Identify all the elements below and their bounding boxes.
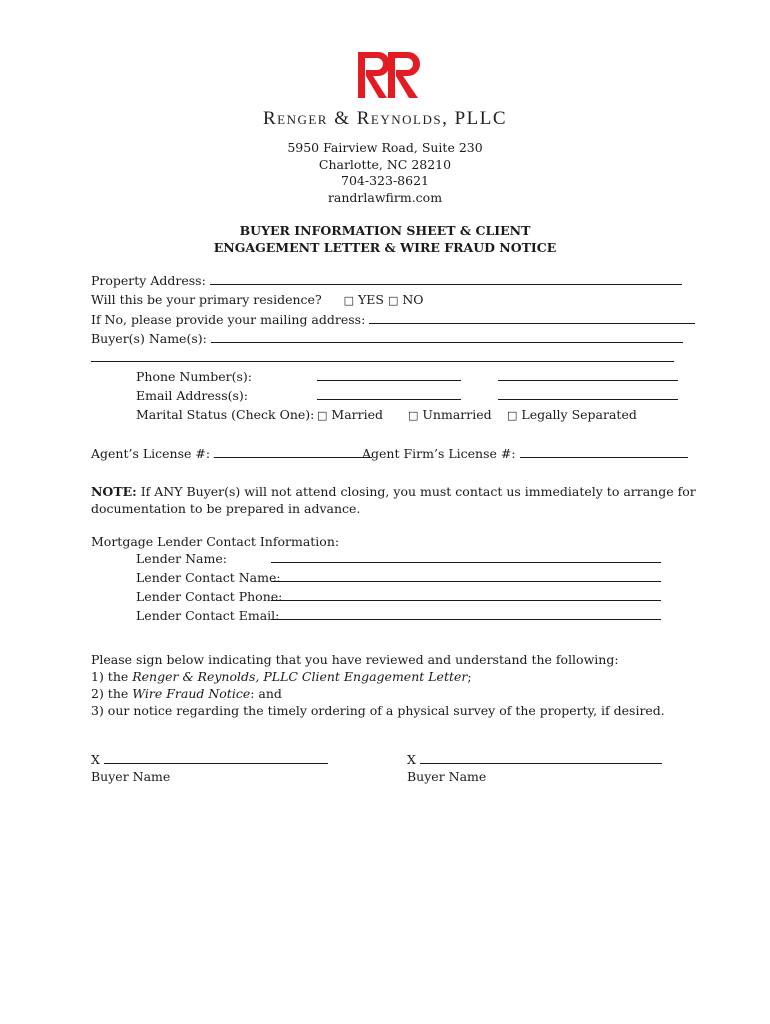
- lender-heading: Mortgage Lender Contact Information:: [91, 534, 340, 549]
- lender-contact-name-label: Lender Contact Name:: [136, 570, 281, 585]
- item1-title: Renger & Reynolds, PLLC Client Engagement Letter: [132, 669, 468, 684]
- legally-separated-checkbox[interactable]: □: [507, 409, 518, 422]
- signature-2-mark: X: [407, 752, 416, 767]
- lender-contact-email-field[interactable]: [271, 608, 661, 620]
- buyer-names-row: [91, 331, 683, 347]
- note-line2: documentation to be prepared in advance.: [91, 501, 361, 516]
- legally-separated-label: Legally Separated: [521, 407, 637, 422]
- agent-license-row: [91, 446, 372, 462]
- address-line2: Charlotte, NC 28210: [318, 156, 452, 172]
- unmarried-label: Unmarried: [422, 407, 492, 422]
- signature-2-field[interactable]: [420, 752, 662, 764]
- mailing-address-label: If No, please provide your mailing address:: [91, 312, 366, 327]
- acknowledge-item3: 3) our notice regarding the timely ordering of a physical survey of the property, if desired.: [91, 703, 665, 718]
- item2-title: Wire Fraud Notice: [132, 686, 251, 701]
- signature-1-label: Buyer Name: [91, 769, 171, 784]
- title-line1: BUYER INFORMATION SHEET & CLIENT: [239, 223, 531, 238]
- property-address-field[interactable]: [210, 273, 682, 285]
- lender-name-field[interactable]: [271, 551, 661, 563]
- acknowledge-item1: [91, 669, 472, 685]
- email-field-2[interactable]: [498, 388, 678, 400]
- primary-residence-row: [91, 292, 424, 309]
- agent-license-label: Agent’s License #:: [91, 446, 211, 461]
- agent-firm-license-row: [362, 446, 688, 462]
- yes-label: YES: [358, 292, 384, 307]
- lender-contact-phone-field[interactable]: [271, 589, 661, 601]
- note-label: NOTE:: [91, 484, 137, 499]
- firm-phone: 704-323-8621: [341, 173, 429, 189]
- no-checkbox[interactable]: □: [387, 294, 399, 307]
- item1-suffix: ;: [467, 669, 472, 684]
- lender-contact-phone-label: Lender Contact Phone:: [136, 589, 283, 604]
- married-option: [317, 407, 383, 424]
- signature-1-mark: X: [91, 752, 100, 767]
- married-label: Married: [331, 407, 383, 422]
- buyer-names-field-2[interactable]: [91, 350, 674, 362]
- signature-2-row: [407, 752, 662, 768]
- acknowledge-intro: Please sign below indicating that you have reviewed and understand the following:: [91, 652, 619, 667]
- firm-name: Renger & Reynolds, PLLC: [262, 108, 508, 129]
- mailing-address-row: [91, 312, 695, 328]
- note-text1: If ANY Buyer(s) will not attend closing, you must contact us immediately to arrange for: [136, 484, 696, 499]
- primary-residence-label: Will this be your primary residence?: [91, 292, 322, 307]
- firm-address: [0, 140, 770, 207]
- marital-status-label: Marital Status (Check One):: [136, 407, 315, 422]
- signature-1-row: [91, 752, 328, 768]
- phone-field-2[interactable]: [498, 369, 678, 381]
- agent-firm-license-field[interactable]: [520, 446, 688, 458]
- firm-website: randrlawfirm.com: [327, 190, 443, 206]
- lender-contact-name-field[interactable]: [271, 570, 661, 582]
- property-address-label: Property Address:: [91, 273, 206, 288]
- mailing-address-field[interactable]: [369, 312, 695, 324]
- item2-prefix: 2) the: [91, 686, 133, 701]
- phone-label: Phone Number(s):: [136, 369, 253, 384]
- buyer-names-label: Buyer(s) Name(s):: [91, 331, 207, 346]
- email-label: Email Address(s):: [136, 388, 249, 403]
- no-label: NO: [402, 292, 424, 307]
- married-checkbox[interactable]: □: [317, 409, 328, 422]
- note-line1: [91, 484, 696, 500]
- property-address-row: [91, 273, 682, 289]
- unmarried-checkbox[interactable]: □: [408, 409, 419, 422]
- lender-contact-email-label: Lender Contact Email:: [136, 608, 280, 623]
- signature-1-field[interactable]: [104, 752, 328, 764]
- unmarried-option: [408, 407, 492, 424]
- title-line2: ENGAGEMENT LETTER & WIRE FRAUD NOTICE: [213, 239, 557, 255]
- agent-firm-license-label: Agent Firm’s License #:: [362, 446, 516, 461]
- phone-field-1[interactable]: [317, 369, 461, 381]
- yes-checkbox[interactable]: □: [343, 294, 355, 307]
- email-field-1[interactable]: [317, 388, 461, 400]
- agent-license-field[interactable]: [214, 446, 372, 458]
- buyer-names-row-2: [91, 350, 674, 366]
- item2-suffix: : and: [250, 686, 282, 701]
- item1-prefix: 1) the: [91, 669, 133, 684]
- acknowledge-item2: [91, 686, 282, 702]
- rr-logo-icon: [356, 50, 422, 100]
- lender-name-label: Lender Name:: [136, 551, 227, 566]
- legally-separated-option: [507, 407, 637, 424]
- document-title: [0, 223, 770, 256]
- signature-2-label: Buyer Name: [407, 769, 487, 784]
- buyer-names-field[interactable]: [211, 331, 683, 343]
- address-line1: 5950 Fairview Road, Suite 230: [287, 140, 483, 155]
